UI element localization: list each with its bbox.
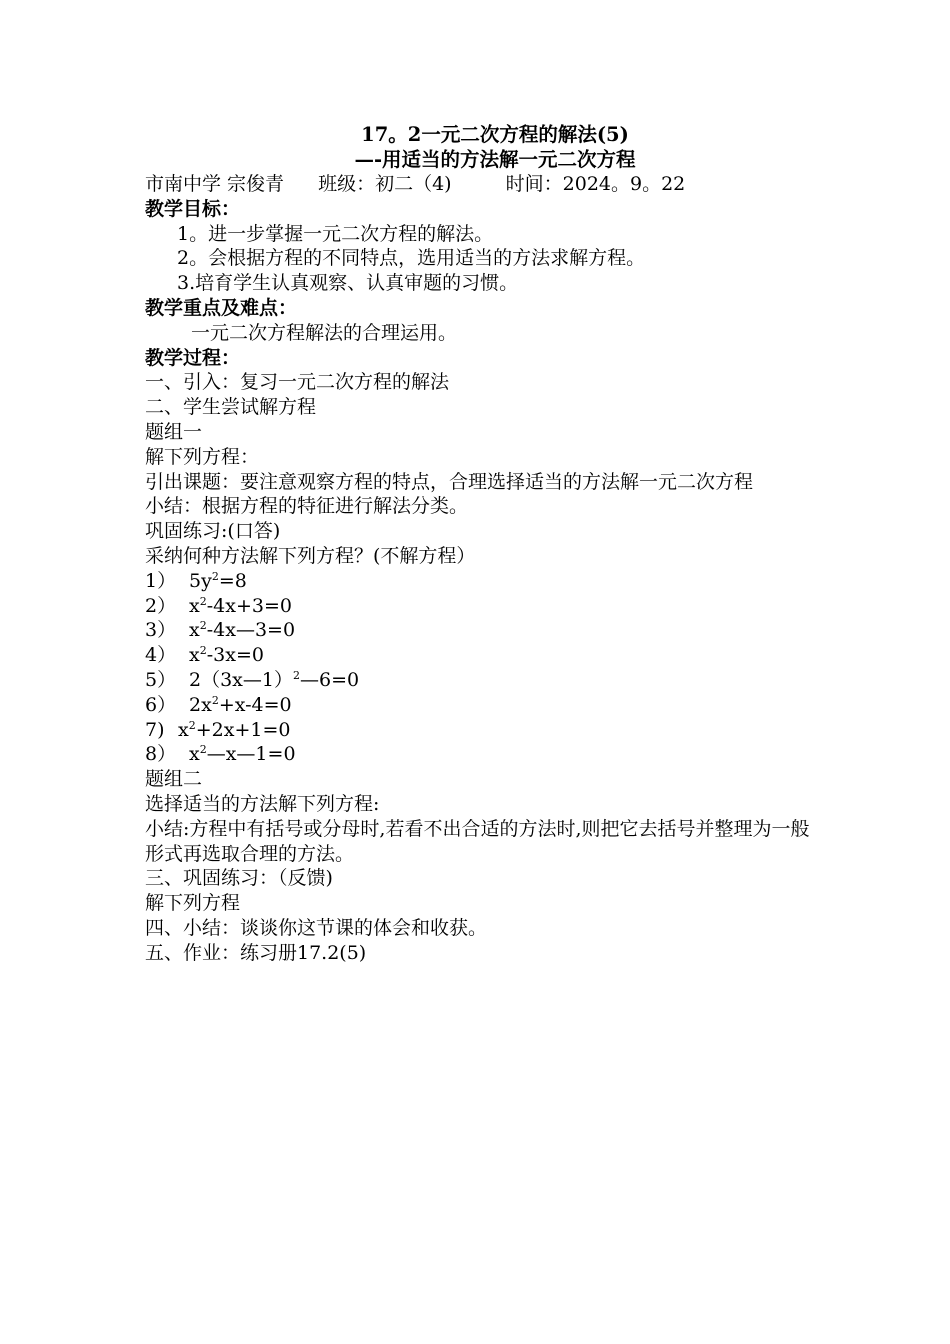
process-heading: 教学过程： <box>145 346 241 369</box>
equation-item <box>145 618 815 643</box>
equation-number: 7) <box>145 718 165 741</box>
document-page <box>145 122 815 966</box>
summary-2: 小结:方程中有括号或分母时,若看不出合适的方法时,则把它去括号并整理为一般形式再选取合理的方法。 <box>145 817 810 865</box>
equation-number: 8） <box>145 743 177 766</box>
equation-list <box>145 569 815 767</box>
equation-text: $x^2-4x+3=0$ <box>189 594 292 617</box>
class-info: 班级：初二（4) <box>318 173 452 195</box>
equation-number: 6） <box>145 693 177 716</box>
summary-1: 小结：根据方程的特征进行解法分类。 <box>145 495 469 518</box>
document-title: 17。2一元二次方程的解法(5) <box>361 123 629 146</box>
objective-item-2: 2。会根据方程的不同特点，选用适当的方法求解方程。 <box>177 247 646 270</box>
equation-number: 4） <box>145 644 177 667</box>
question-text: 采纳何种方法解下列方程？(不解方程） <box>145 544 476 567</box>
document-subtitle: —-用适当的方法解一元二次方程 <box>354 148 636 171</box>
equation-item <box>145 668 815 693</box>
equation-item <box>145 643 815 668</box>
equation-text: $x^2-3x=0$ <box>189 644 264 667</box>
focus-text: 一元二次方程解法的合理运用。 <box>191 321 458 344</box>
equation-item <box>145 569 815 594</box>
teacher-info: 市南中学 宗俊青 <box>145 173 285 195</box>
group-one-label: 题组一 <box>145 420 203 443</box>
equation-item <box>145 718 815 743</box>
section-intro: 一、引入：复习一元二次方程的解法 <box>145 371 450 394</box>
meta-line <box>145 172 815 197</box>
section-homework: 五、作业：练习册17.2(5) <box>145 941 367 964</box>
equation-text: $x^2—x—1=0$ <box>189 743 296 766</box>
time-info: 时间：2024。9。22 <box>505 173 686 195</box>
equation-number: 2） <box>145 594 177 617</box>
objective-item-3: 3.培育学生认真观察、认真审题的习惯。 <box>177 272 519 295</box>
solve-prompt-1: 解下列方程： <box>145 445 260 468</box>
focus-heading: 教学重点及难点： <box>145 296 298 319</box>
equation-number: 5） <box>145 668 177 691</box>
solve-prompt-3: 解下列方程 <box>145 892 241 915</box>
equation-item <box>145 693 815 718</box>
equation-item <box>145 742 815 767</box>
section-reflect: 四、小结：谈谈你这节课的体会和收获。 <box>145 916 488 939</box>
equation-item <box>145 594 815 619</box>
equation-number: 3） <box>145 619 177 642</box>
lead-text: 引出课题：要注意观察方程的特点，合理选择适当的方法解一元二次方程 <box>145 470 754 493</box>
objective-item-1: 1。进一步掌握一元二次方程的解法。 <box>177 222 494 245</box>
equation-number: 1） <box>145 569 177 592</box>
objectives-heading: 教学目标： <box>145 197 241 220</box>
group-two-label: 题组二 <box>145 768 203 791</box>
equation-text: 2（3x—1）$^2$—6=0 <box>189 668 360 691</box>
equation-text: $2x^2+x-4=0$ <box>189 693 292 716</box>
equation-text: $x^2-4x—3=0$ <box>189 619 296 642</box>
practice-label: 巩固练习:(口答) <box>145 520 281 543</box>
equation-text: $5y^2=8$ <box>189 569 247 592</box>
section-try: 二、学生尝试解方程 <box>145 396 317 419</box>
section-consolidate: 三、巩固练习：（反馈) <box>145 867 333 890</box>
solve-prompt-2: 选择适当的方法解下列方程: <box>145 792 380 815</box>
equation-text: $x^2+2x+1=0$ <box>178 718 291 741</box>
